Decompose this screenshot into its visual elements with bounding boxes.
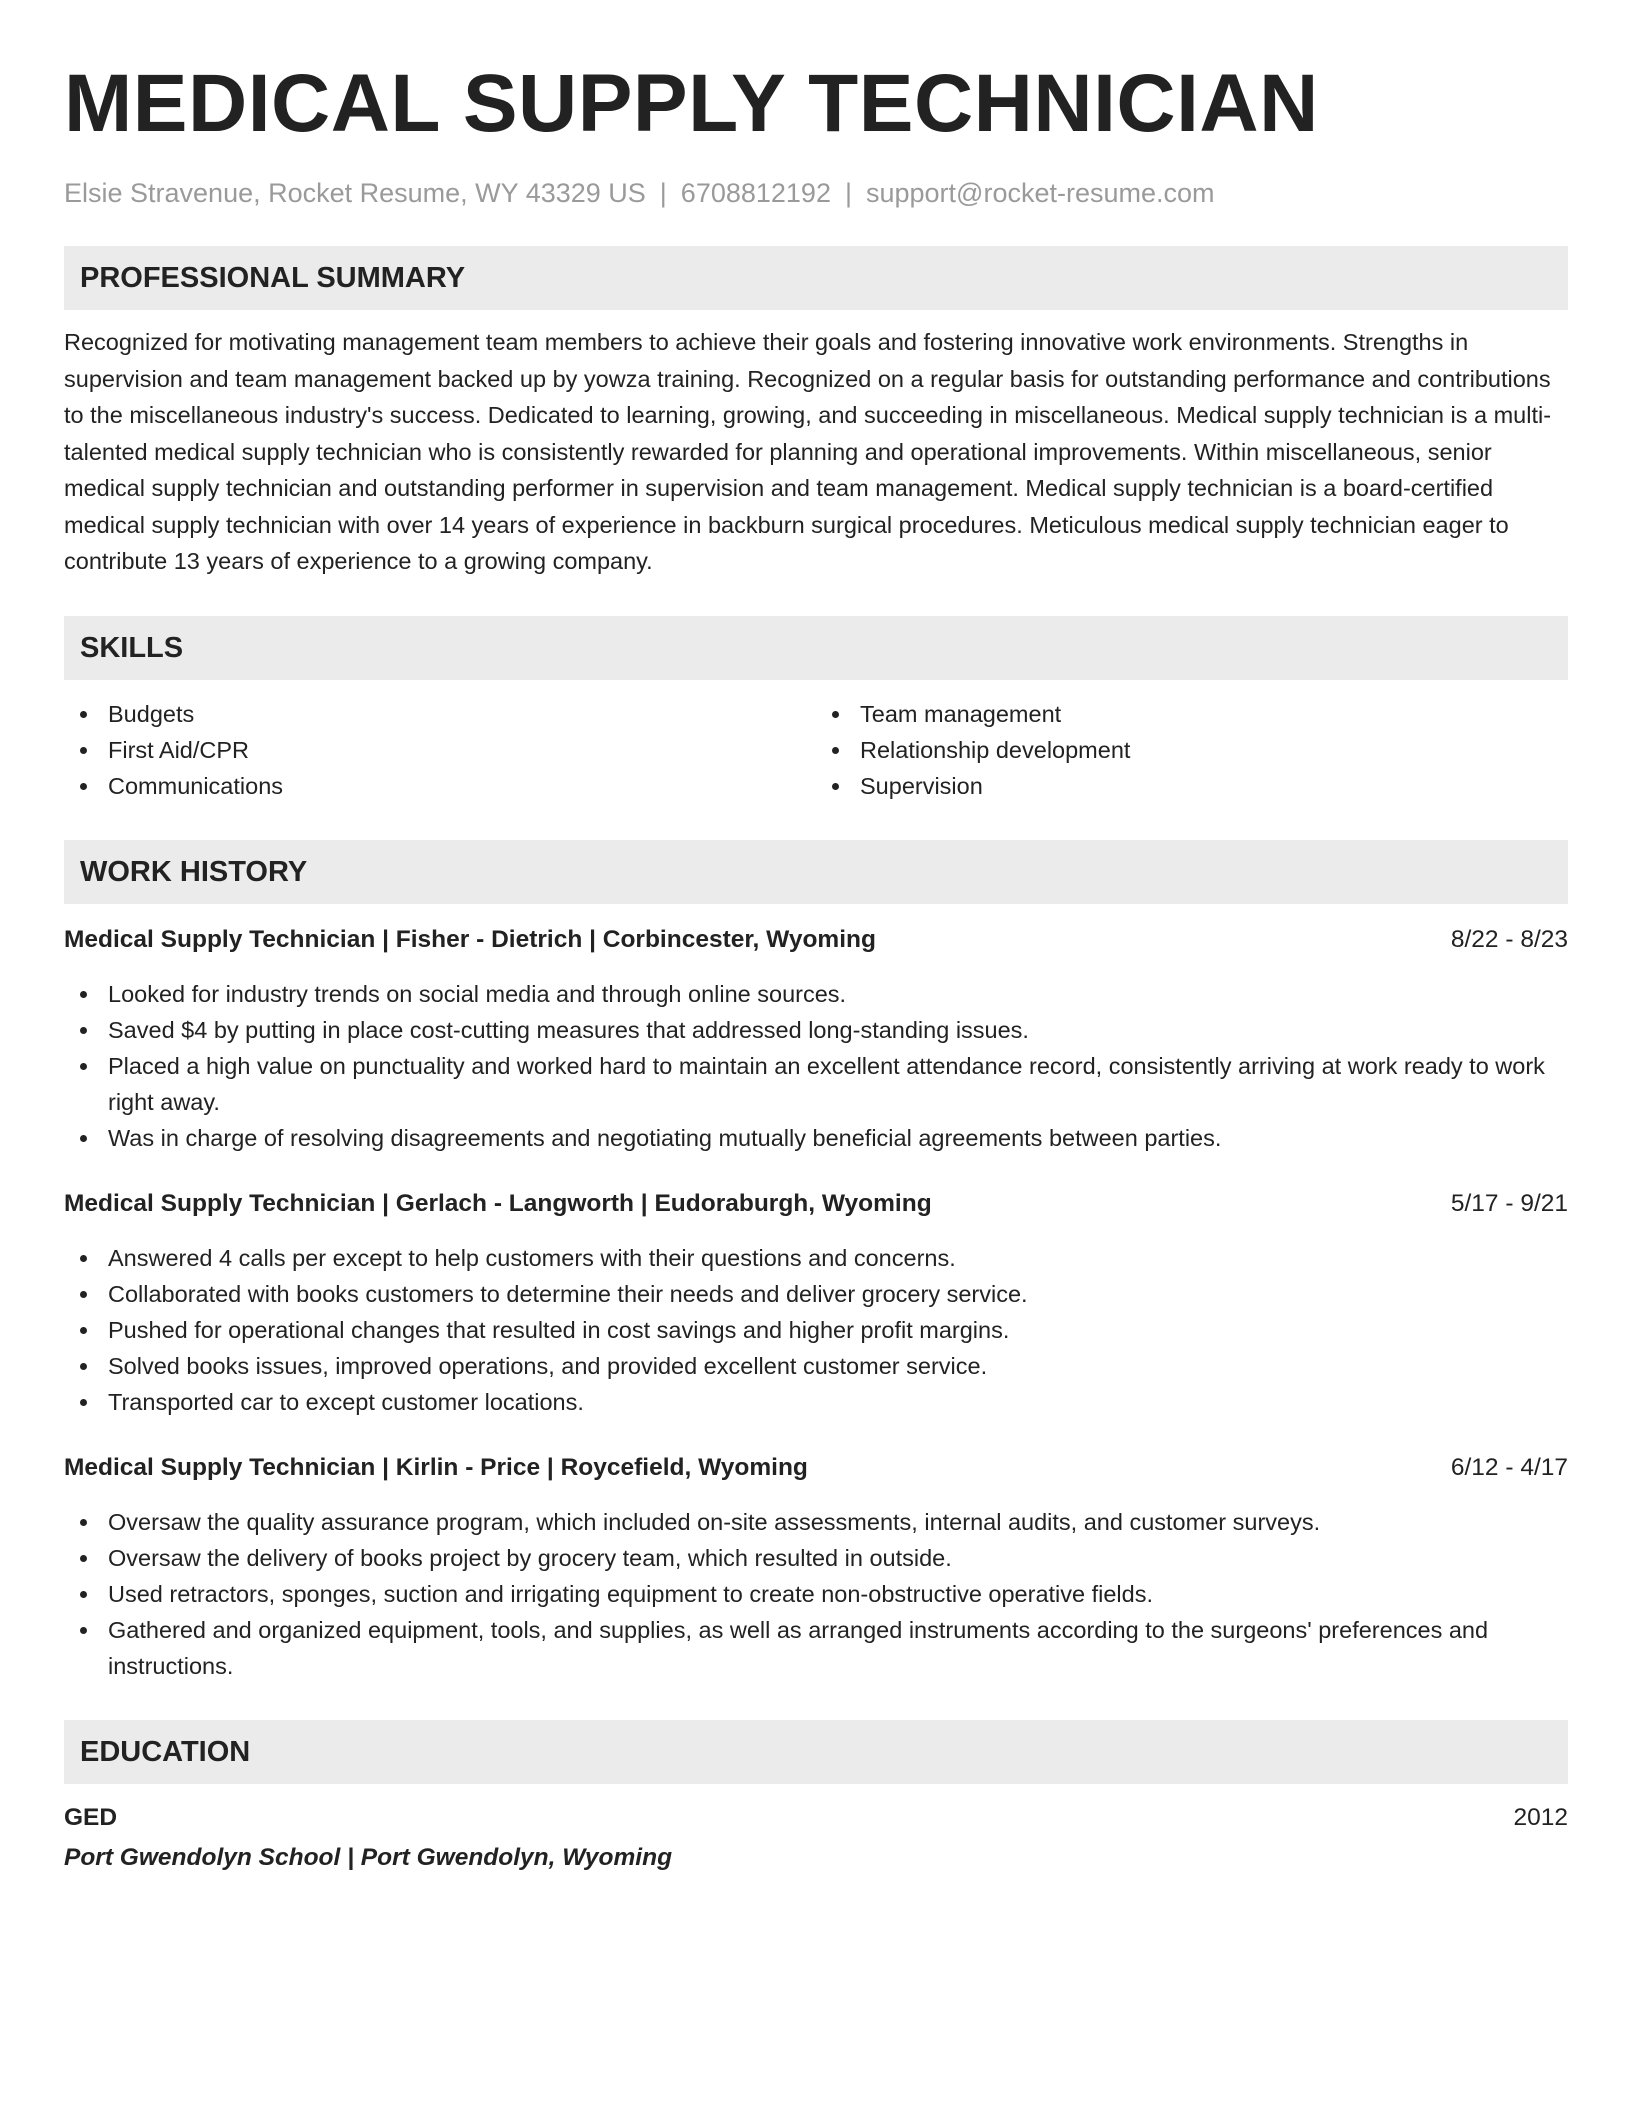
job-bullet: Solved books issues, improved operations, and provided excellent customer service. [64, 1348, 1568, 1384]
skill-item: Supervision [816, 768, 1568, 804]
job-title: Medical Supply Technician | Fisher - Dietrich | Corbincester, Wyoming [64, 925, 876, 953]
skill-item: First Aid/CPR [64, 732, 816, 768]
contact-separator: | [659, 178, 667, 208]
job-bullet: Was in charge of resolving disagreements and negotiating mutually beneficial agreements between parties. [64, 1120, 1568, 1156]
job-bullet: Placed a high value on punctuality and worked hard to maintain an excellent attendance record, consistently arriving at work ready to work right away. [64, 1048, 1568, 1120]
job-bullets [64, 1504, 1568, 1684]
contact-email: support@rocket-resume.com [865, 178, 1215, 208]
job-dates: 8/22 - 8/23 [1450, 925, 1568, 953]
section-header-skills: SKILLS [64, 616, 1568, 680]
job-bullets [64, 976, 1568, 1156]
job-bullet: Oversaw the quality assurance program, which included on-site assessments, internal audits, and customer surveys. [64, 1504, 1568, 1540]
education-header [64, 1800, 1568, 1836]
job-title: Medical Supply Technician | Kirlin - Price | Roycefield, Wyoming [64, 1453, 808, 1481]
summary-text: Recognized for motivating management team members to achieve their goals and fostering innovative work environments. Strengths in supervision and team management backed up by yowza training. Recognized on a regular basis for outstanding performance and contributions to the miscellaneous industry's success. Dedicated to learning, growing, and succeeding in miscellaneous. Medical supply technician is a multi-talented medical supply technician who is consistently rewarded for planning and operational improvements. Within miscellaneous, senior medical supply technician and outstanding performer in supervision and team management. Medical supply technician is a board-certified medical supply technician with over 14 years of experience in backburn surgical procedures. Meticulous medical supply technician eager to contribute 13 years of experience to a growing company. [64, 329, 1552, 574]
skills-column-right [816, 696, 1568, 804]
skill-item: Communications [64, 768, 816, 804]
job-bullet: Pushed for operational changes that resulted in cost savings and higher profit margins. [64, 1312, 1568, 1348]
job-bullet: Collaborated with books customers to determine their needs and deliver grocery service. [64, 1276, 1568, 1312]
job-title: Medical Supply Technician | Gerlach - Langworth | Eudoraburgh, Wyoming [64, 1189, 932, 1217]
contact-separator: | [844, 178, 852, 208]
section-header-education: EDUCATION [64, 1720, 1568, 1784]
resume-title: MEDICAL SUPPLY TECHNICIAN [64, 58, 1319, 149]
job-dates: 6/12 - 4/17 [1450, 1453, 1568, 1481]
job-bullets [64, 1240, 1568, 1420]
job-bullet: Gathered and organized equipment, tools, and supplies, as well as arranged instruments according to the surgeons' preferences and instructions. [64, 1612, 1568, 1684]
job-bullet: Transported car to except customer locations. [64, 1384, 1568, 1420]
section-header-work-history: WORK HISTORY [64, 840, 1568, 904]
job-bullet: Looked for industry trends on social media and through online sources. [64, 976, 1568, 1012]
skill-item: Team management [816, 696, 1568, 732]
contact-phone: 6708812192 [680, 178, 831, 208]
education-year: 2012 [1513, 1803, 1568, 1831]
contact-address: Elsie Stravenue, Rocket Resume, WY 43329 US [64, 178, 646, 208]
job-bullet: Answered 4 calls per except to help customers with their questions and concerns. [64, 1240, 1568, 1276]
skill-item: Budgets [64, 696, 816, 732]
education-degree: GED [64, 1803, 118, 1831]
job-bullet: Oversaw the delivery of books project by grocery team, which resulted in outside. [64, 1540, 1568, 1576]
skills-list [64, 696, 1568, 804]
education-entry [64, 1800, 1568, 1876]
section-header-summary: PROFESSIONAL SUMMARY [64, 246, 1568, 310]
job-bullet: Used retractors, sponges, suction and irrigating equipment to create non-obstructive operative fields. [64, 1576, 1568, 1612]
contact-line [64, 176, 1568, 210]
job-entry [64, 1450, 1568, 1684]
education-school: Port Gwendolyn School | Port Gwendolyn, Wyoming [64, 1843, 673, 1871]
job-header [64, 1450, 1568, 1486]
job-entry [64, 922, 1568, 1156]
job-entry [64, 1186, 1568, 1420]
skills-column-left [64, 696, 816, 804]
job-bullet: Saved $4 by putting in place cost-cutting measures that addressed long-standing issues. [64, 1012, 1568, 1048]
job-dates: 5/17 - 9/21 [1450, 1189, 1568, 1217]
job-header [64, 1186, 1568, 1222]
job-header [64, 922, 1568, 958]
skill-item: Relationship development [816, 732, 1568, 768]
